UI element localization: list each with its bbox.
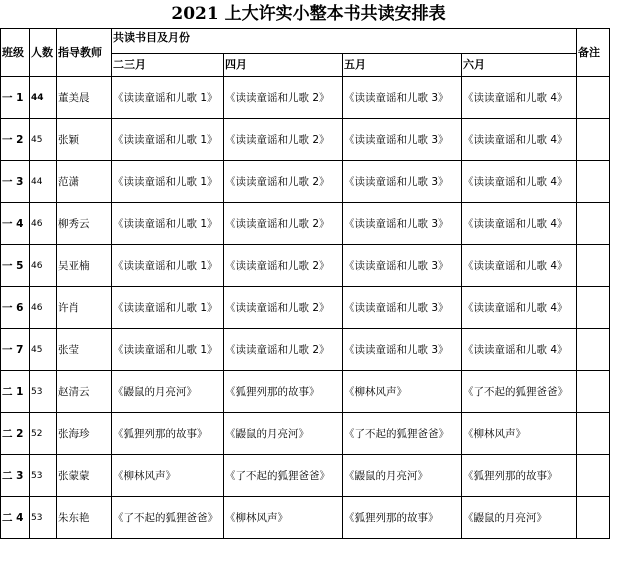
- book-cell-month-4: 《柳林风声》: [462, 413, 577, 455]
- book-cell-month-2: 《读读童谣和儿歌 2》: [224, 119, 343, 161]
- count-cell: 53: [30, 497, 57, 539]
- remarks-cell: [577, 371, 610, 413]
- book-cell-month-2: 《狐狸列那的故事》: [224, 371, 343, 413]
- count-cell: 46: [30, 287, 57, 329]
- book-cell-month-3: 《柳林风声》: [343, 371, 462, 413]
- remarks-cell: [577, 413, 610, 455]
- book-cell-month-1: 《读读童谣和儿歌 1》: [112, 287, 224, 329]
- book-cell-month-2: 《读读童谣和儿歌 2》: [224, 287, 343, 329]
- header-books-by-month: 共读书目及月份: [112, 29, 577, 54]
- teacher-cell: 赵清云: [57, 371, 112, 413]
- teacher-cell: 张蒙蒙: [57, 455, 112, 497]
- class-cell: 一 2: [1, 119, 30, 161]
- table-row: [1, 329, 610, 371]
- class-cell: 一 4: [1, 203, 30, 245]
- count-cell: 45: [30, 119, 57, 161]
- book-cell-month-3: 《读读童谣和儿歌 3》: [343, 329, 462, 371]
- book-cell-month-2: 《读读童谣和儿歌 2》: [224, 161, 343, 203]
- class-cell: 二 1: [1, 371, 30, 413]
- header-month-1: 二三月: [112, 54, 224, 77]
- book-cell-month-2: 《读读童谣和儿歌 2》: [224, 245, 343, 287]
- remarks-cell: [577, 245, 610, 287]
- count-cell: 53: [30, 455, 57, 497]
- class-cell: 二 4: [1, 497, 30, 539]
- teacher-cell: 张海珍: [57, 413, 112, 455]
- book-cell-month-3: 《鼹鼠的月亮河》: [343, 455, 462, 497]
- table-row: [1, 203, 610, 245]
- book-cell-month-2: 《鼹鼠的月亮河》: [224, 413, 343, 455]
- table-row: [1, 119, 610, 161]
- count-cell: 45: [30, 329, 57, 371]
- book-cell-month-3: 《读读童谣和儿歌 3》: [343, 119, 462, 161]
- book-cell-month-4: 《读读童谣和儿歌 4》: [462, 329, 577, 371]
- book-cell-month-1: 《读读童谣和儿歌 1》: [112, 119, 224, 161]
- book-cell-month-1: 《鼹鼠的月亮河》: [112, 371, 224, 413]
- count-cell: 46: [30, 245, 57, 287]
- class-cell: 一 5: [1, 245, 30, 287]
- count-cell: 53: [30, 371, 57, 413]
- count-cell: 44: [30, 77, 57, 119]
- class-cell: 一 7: [1, 329, 30, 371]
- book-cell-month-4: 《鼹鼠的月亮河》: [462, 497, 577, 539]
- table-row: [1, 413, 610, 455]
- table-body: [1, 77, 610, 539]
- book-cell-month-3: 《狐狸列那的故事》: [343, 497, 462, 539]
- book-cell-month-4: 《了不起的狐狸爸爸》: [462, 371, 577, 413]
- table-row: [1, 287, 610, 329]
- book-cell-month-1: 《狐狸列那的故事》: [112, 413, 224, 455]
- book-cell-month-3: 《读读童谣和儿歌 3》: [343, 245, 462, 287]
- page-title: 2021 上大许实小整本书共读安排表: [171, 4, 446, 24]
- remarks-cell: [577, 497, 610, 539]
- book-cell-month-1: 《了不起的狐狸爸爸》: [112, 497, 224, 539]
- header-remarks: 备注: [577, 29, 610, 77]
- table-row: [1, 77, 610, 119]
- table-row: [1, 497, 610, 539]
- class-cell: 二 2: [1, 413, 30, 455]
- remarks-cell: [577, 287, 610, 329]
- book-cell-month-4: 《读读童谣和儿歌 4》: [462, 77, 577, 119]
- book-cell-month-3: 《读读童谣和儿歌 3》: [343, 203, 462, 245]
- teacher-cell: 吴亚楠: [57, 245, 112, 287]
- book-cell-month-3: 《了不起的狐狸爸爸》: [343, 413, 462, 455]
- header-teacher: 指导教师: [57, 29, 112, 77]
- teacher-cell: 柳秀云: [57, 203, 112, 245]
- teacher-cell: 董美晨: [57, 77, 112, 119]
- book-cell-month-1: 《读读童谣和儿歌 1》: [112, 329, 224, 371]
- teacher-cell: 许肖: [57, 287, 112, 329]
- book-cell-month-3: 《读读童谣和儿歌 3》: [343, 161, 462, 203]
- book-cell-month-4: 《读读童谣和儿歌 4》: [462, 203, 577, 245]
- remarks-cell: [577, 161, 610, 203]
- book-cell-month-4: 《读读童谣和儿歌 4》: [462, 119, 577, 161]
- book-cell-month-2: 《读读童谣和儿歌 2》: [224, 203, 343, 245]
- count-cell: 44: [30, 161, 57, 203]
- book-cell-month-4: 《读读童谣和儿歌 4》: [462, 287, 577, 329]
- book-cell-month-4: 《读读童谣和儿歌 4》: [462, 161, 577, 203]
- count-cell: 46: [30, 203, 57, 245]
- class-cell: 一 3: [1, 161, 30, 203]
- class-cell: 一 1: [1, 77, 30, 119]
- teacher-cell: 张颖: [57, 119, 112, 161]
- book-cell-month-1: 《读读童谣和儿歌 1》: [112, 161, 224, 203]
- header-month-2: 四月: [224, 54, 343, 77]
- book-cell-month-2: 《读读童谣和儿歌 2》: [224, 77, 343, 119]
- remarks-cell: [577, 329, 610, 371]
- reading-schedule-table: [0, 28, 610, 539]
- book-cell-month-2: 《柳林风声》: [224, 497, 343, 539]
- class-cell: 二 3: [1, 455, 30, 497]
- book-cell-month-4: 《狐狸列那的故事》: [462, 455, 577, 497]
- remarks-cell: [577, 77, 610, 119]
- book-cell-month-1: 《柳林风声》: [112, 455, 224, 497]
- table-row: [1, 161, 610, 203]
- remarks-cell: [577, 119, 610, 161]
- teacher-cell: 朱东艳: [57, 497, 112, 539]
- header-class: 班级: [1, 29, 30, 77]
- book-cell-month-1: 《读读童谣和儿歌 1》: [112, 245, 224, 287]
- remarks-cell: [577, 455, 610, 497]
- book-cell-month-3: 《读读童谣和儿歌 3》: [343, 77, 462, 119]
- class-cell: 一 6: [1, 287, 30, 329]
- book-cell-month-2: 《读读童谣和儿歌 2》: [224, 329, 343, 371]
- header-count: 人数: [30, 29, 57, 77]
- header-month-3: 五月: [343, 54, 462, 77]
- book-cell-month-2: 《了不起的狐狸爸爸》: [224, 455, 343, 497]
- table-row: [1, 455, 610, 497]
- remarks-cell: [577, 203, 610, 245]
- table-row: [1, 371, 610, 413]
- header-month-4: 六月: [462, 54, 577, 77]
- teacher-cell: 范潇: [57, 161, 112, 203]
- book-cell-month-1: 《读读童谣和儿歌 1》: [112, 77, 224, 119]
- count-cell: 52: [30, 413, 57, 455]
- book-cell-month-1: 《读读童谣和儿歌 1》: [112, 203, 224, 245]
- table-row: [1, 245, 610, 287]
- book-cell-month-3: 《读读童谣和儿歌 3》: [343, 287, 462, 329]
- book-cell-month-4: 《读读童谣和儿歌 4》: [462, 245, 577, 287]
- teacher-cell: 张莹: [57, 329, 112, 371]
